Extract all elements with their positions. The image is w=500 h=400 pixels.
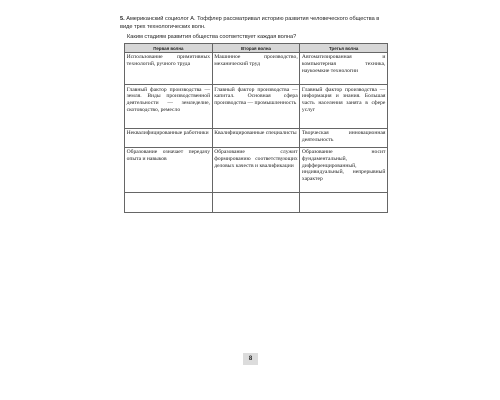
table-row	[125, 148, 388, 192]
table-row	[125, 128, 388, 147]
cell-first-wave: Неквалифицированные работники	[125, 128, 213, 147]
task-statement: Американский социолог А. Тоффлер рассматривал историю развития человеческого общества в виде трех технологических волн.	[120, 16, 380, 30]
cell-third-wave: Главный фактор производства — информация и знания. Большая часть населения занята в сфере услуг	[300, 85, 388, 128]
cell-second-wave: Квалифицированные специалисты	[212, 128, 300, 147]
cell-third-wave: Автоматизированная и компьютерная техника, наукоемкие технологии	[300, 53, 388, 85]
cell-second-wave: Главный фактор производства — капитал. Основная сфера производства — промышленность	[212, 85, 300, 128]
cell-second-wave	[212, 192, 300, 212]
table-row-empty	[125, 192, 388, 212]
cell-second-wave: Образование служит формированию соответствующих деловых качеств и квалификации	[212, 148, 300, 192]
header-first-wave: Первая волна	[125, 44, 213, 53]
task-number: 5.	[120, 16, 125, 22]
header-second-wave: Вторая волна	[212, 44, 300, 53]
table-header-row	[125, 44, 388, 53]
cell-first-wave: Образование означает передачу опыта и навыков	[125, 148, 213, 192]
task-block	[120, 16, 390, 42]
cell-third-wave: Образование носит фундаментальный, дифференцированный, индивидуальный, непрерывный характер	[300, 148, 388, 192]
cell-second-wave: Машинное производство, механический труд	[212, 53, 300, 85]
task-question: Каким стадиям развития общества соответствует каждая волна?	[127, 34, 297, 41]
cell-first-wave: Главный фактор производства — земля. Виды производственной деятельности — земледелие, скотоводство, ремесло	[125, 85, 213, 128]
header-third-wave: Третья волна	[300, 44, 388, 53]
cell-third-wave: Творческая инновационная деятельность	[300, 128, 388, 147]
cell-third-wave	[300, 192, 388, 212]
waves-table	[124, 43, 388, 213]
table-row	[125, 53, 388, 85]
task-text	[120, 16, 390, 31]
table-row	[125, 85, 388, 128]
cell-first-wave	[125, 192, 213, 212]
page-number: 8	[243, 353, 258, 365]
cell-first-wave: Использование примитивных технологий, ручного труда	[125, 53, 213, 85]
